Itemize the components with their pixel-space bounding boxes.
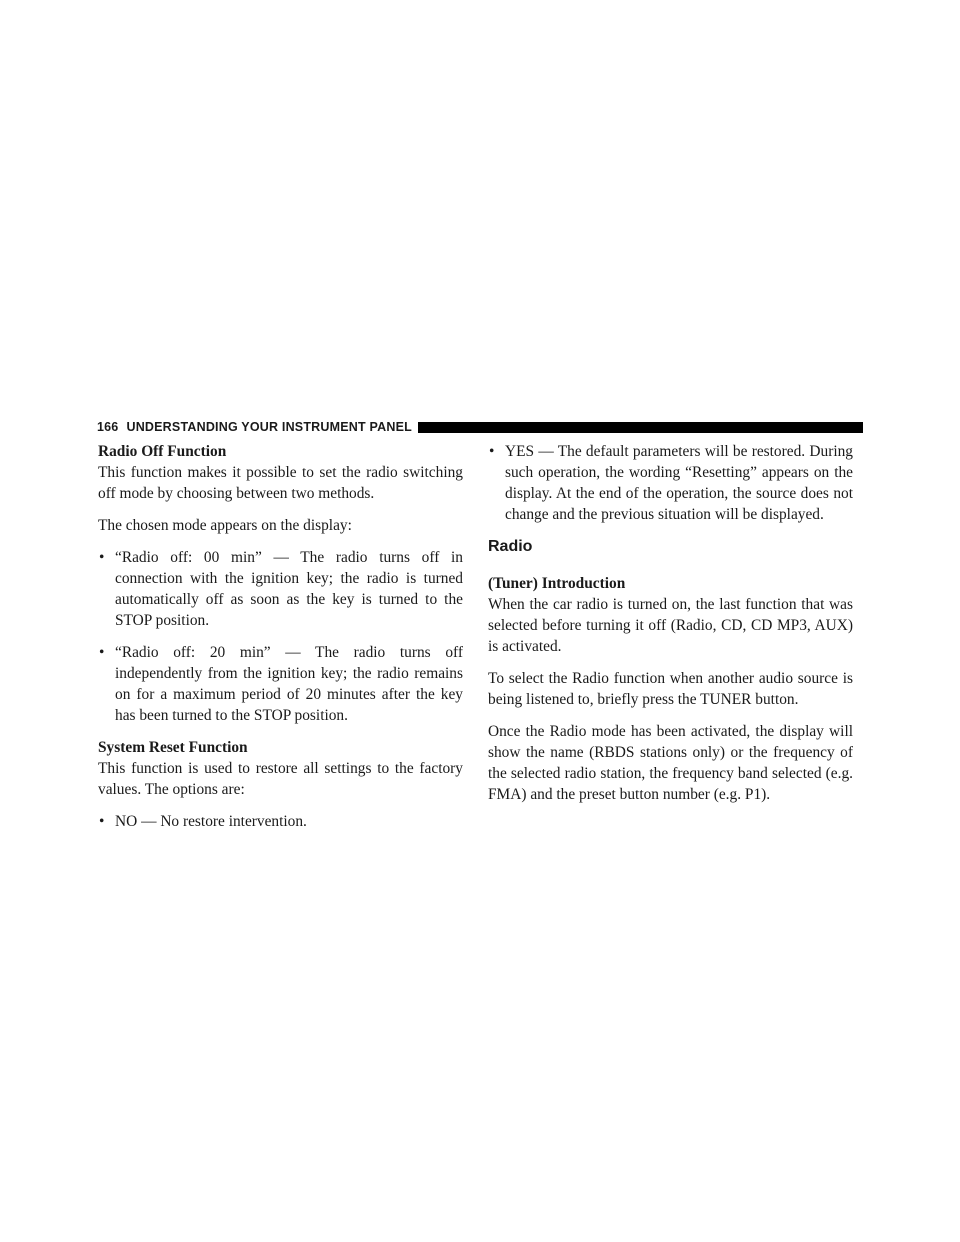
radio-heading: Radio [488, 538, 533, 555]
bullet-text: YES — The default parameters will be restored. During such operation, the wording “Resetting” appears on the display. At the end of the operation, the source does not change and the previous situation will be displayed. [505, 443, 853, 523]
radio-off-intro: This function makes it possible to set the radio switching off mode by choosing between two methods. [98, 464, 463, 502]
page-number: 166 [97, 420, 119, 434]
header-rule [418, 422, 863, 433]
tuner-paragraph: To select the Radio function when another audio source is being listened to, briefly press the TUNER button. [488, 670, 853, 708]
section-title: UNDERSTANDING YOUR INSTRUMENT PANEL [126, 420, 412, 434]
bullet-text: “Radio off: 20 min” — The radio turns off independently from the ignition key; the radio remains on for a maximum period of 20 minutes after the key has been turned to the STOP position. [115, 644, 463, 724]
radio-off-heading: Radio Off Function [98, 443, 227, 460]
bullet-text: NO — No restore intervention. [115, 813, 307, 830]
tuner-paragraph: Once the Radio mode has been activated, the display will show the name (RBDS stations only) or the frequency of the selected radio station, the frequency band selected (e.g. FMA) and the preset button number (e.g. P1). [488, 723, 853, 803]
left-column [98, 441, 463, 843]
page-header [97, 418, 863, 436]
bullet-icon: • [99, 549, 105, 566]
bullet-icon: • [99, 644, 105, 661]
bullet-item [488, 441, 853, 525]
bullet-item [98, 547, 463, 631]
tuner-paragraph: When the car radio is turned on, the last function that was selected before turning it off (Radio, CD, CD MP3, AUX) is activated. [488, 596, 853, 655]
right-column [488, 441, 853, 816]
bullet-item [98, 811, 463, 832]
bullet-text: “Radio off: 00 min” — The radio turns off in connection with the ignition key; the radio is turned automatically off as soon as the key is turned to the STOP position. [115, 549, 463, 629]
bullet-item [98, 642, 463, 726]
tuner-heading: (Tuner) Introduction [488, 575, 626, 592]
bullet-icon: • [489, 443, 495, 460]
bullet-icon: • [99, 813, 105, 830]
system-reset-heading: System Reset Function [98, 739, 248, 756]
display-note: The chosen mode appears on the display: [98, 517, 352, 534]
system-reset-intro: This function is used to restore all settings to the factory values. The options are: [98, 760, 463, 798]
